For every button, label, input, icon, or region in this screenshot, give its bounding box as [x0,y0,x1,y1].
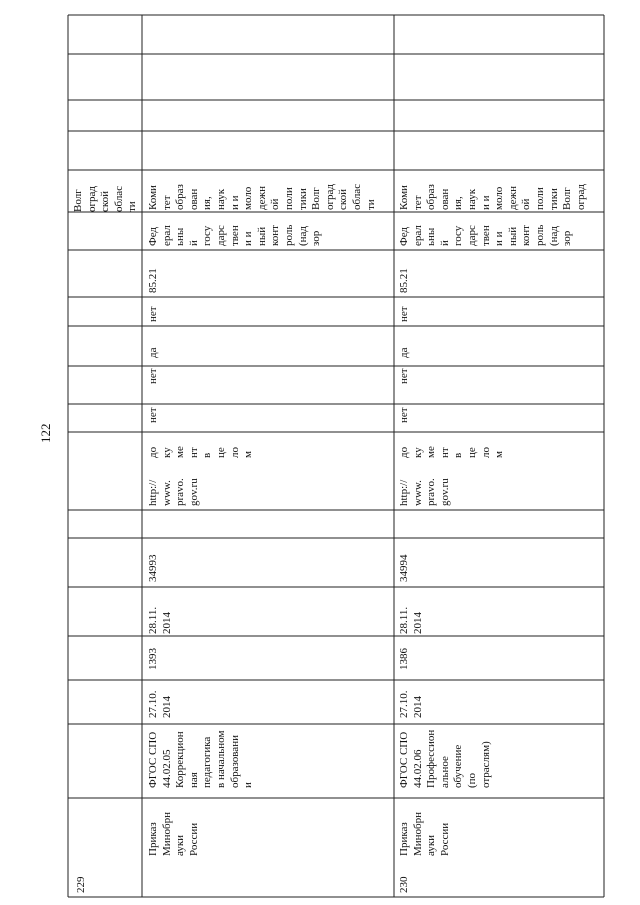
doc-type: Приказ Минобрн ауки России [147,811,200,856]
approval-date: 27.10. 2014 [147,690,173,718]
approval-date: 27.10. 2014 [398,690,424,718]
control-type: Фед ерал ьны й госу дарс твен и и ный конт роль (над зор [147,224,323,246]
flag-cell-1: нет [398,407,410,423]
flag-cell-2: нет [398,368,410,384]
activity-code: 85.21 [147,268,159,293]
order-number: 1386 [398,648,410,670]
scope-cell: до ку ме нт в це ло м [147,446,255,458]
order-number: 1393 [147,648,159,670]
registration-date: 28.11. 2014 [147,606,173,634]
flag-cell-4: нет [147,306,159,322]
flag-cell-3: да [147,347,159,358]
responsible-authority: Коми тет образ ован ия, наук и и моло дежн ой пoли тики Волг оград ской облас ти [147,183,377,210]
registration-number: 34994 [398,554,410,582]
control-type: Фед ерал ьны й госу дарс твен и и ный конт роль (над зор [398,224,574,246]
row-number: 230 [398,876,410,893]
responsible-authority: Коми тет образ ован ия, наук и и моло дежн ой пoли тики Волг оград [398,184,587,210]
registration-date: 28.11. 2014 [398,606,424,634]
source-url: http:// www. pravo. gov.ru [147,478,200,506]
scope-cell: до ку ме нт в це ло м [398,446,506,458]
row-number: 229 [75,876,87,893]
flag-cell-2: нет [147,368,159,384]
registration-number: 34993 [147,554,159,582]
flag-cell-3: да [398,347,410,358]
region-cell-previous: Волг оград ской облас ти [72,185,139,212]
page-number: 122 [38,423,53,443]
flag-cell-1: нет [147,407,159,423]
doc-title: ФГОС СПО 44.02.05 Коррекцион ная педагогика в начальном образовани и [147,730,255,788]
activity-code: 85.21 [398,268,410,293]
doc-type: Приказ Минобрн ауки России [398,811,451,856]
source-url: http:// www. pravo. gov.ru [398,478,451,506]
doc-title: ФГОС СПО 44.02.06 Профессион альное обучение (по отраслям) [398,729,492,788]
flag-cell-4: нет [398,306,410,322]
